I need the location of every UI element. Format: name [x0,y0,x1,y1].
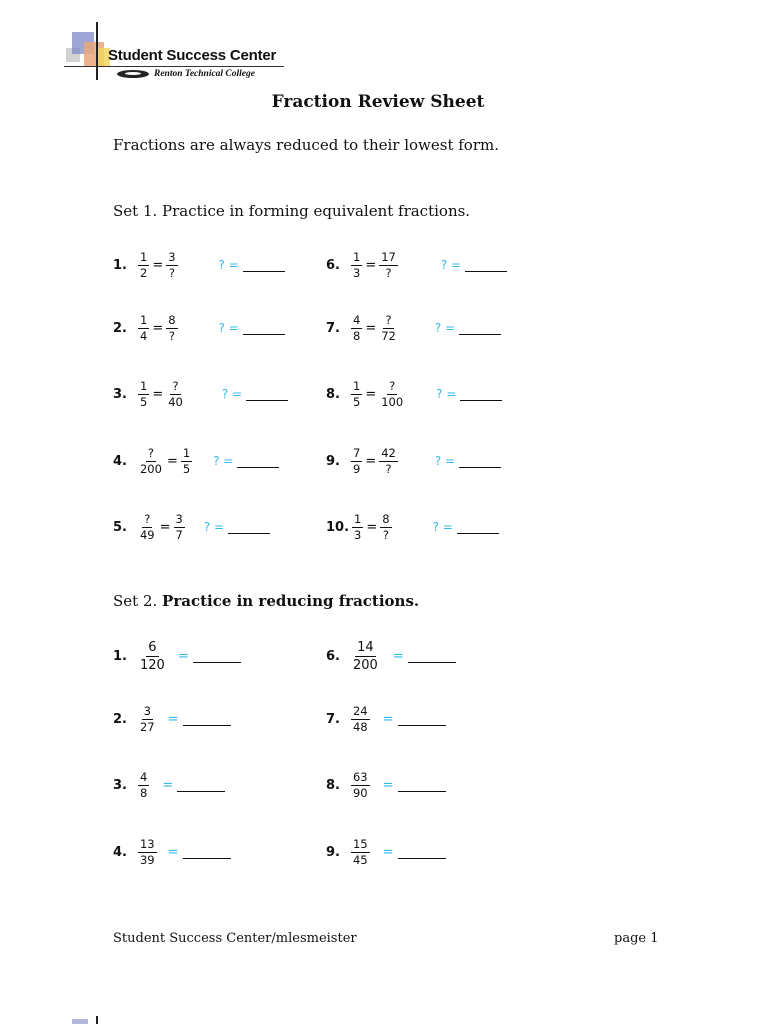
set1-problem-10: 10. $\frac{1}{3}$ = $\frac{8}{?}$ ? = [326,507,499,547]
page-number: page 1 [614,931,659,946]
set1-problem-5: 5. $\frac{?}{49}$ = $\frac{3}{7}$ ? = [113,507,270,547]
set1-problem-9: 9. $\frac{7}{9}$ = $\frac{42}{?}$ ? = [326,441,501,481]
answer-blank[interactable] [228,533,270,534]
answer-blank[interactable] [459,467,501,468]
set1-problem-8: 8. $\frac{1}{5}$ = $\frac{?}{100}$ ? = [326,374,502,414]
answer-blank[interactable] [237,467,279,468]
answer-blank[interactable] [398,791,446,792]
college-name: Renton Technical College [154,69,255,79]
footer-credit: Student Success Center/mlesmeister [113,931,357,946]
set2-problem-3: 3. $\frac{4}{8}$ = [113,765,225,805]
intro-text: Fractions are always reduced to their lowest form. [113,136,499,154]
answer-blank[interactable] [183,725,231,726]
set2-problem-7: 7. $\frac{24}{48}$ = [326,699,446,739]
answer-blank[interactable] [177,791,225,792]
answer-blank[interactable] [465,271,507,272]
answer-blank[interactable] [398,858,446,859]
set2-problem-1: 1. $\frac{6}{120}$ = [113,636,241,676]
set1-problem-2: 2. $\frac{1}{4}$ = $\frac{8}{?}$ ? = [113,308,285,348]
set2-problem-6: 6. $\frac{14}{200}$ = [326,636,456,676]
set1-problem-1: 1. $\frac{1}{2}$ = $\frac{3}{?}$ ? = [113,245,285,285]
set1-problem-7: 7. $\frac{4}{8}$ = $\frac{?}{72}$ ? = [326,308,501,348]
org-name: Student Success Center [108,47,277,64]
set2-problem-9: 9. $\frac{15}{45}$ = [326,832,446,872]
set1-heading: Set 1. Practice in forming equivalent fractions. [113,202,471,220]
answer-blank[interactable] [246,400,288,401]
page-title: Fraction Review Sheet [271,92,485,112]
answer-blank[interactable] [183,858,231,859]
answer-blank[interactable] [460,400,502,401]
set2-problem-4: 4. $\frac{13}{39}$ = [113,832,231,872]
next-page-logo-icon [70,1016,100,1024]
logo [62,22,292,82]
answer-blank[interactable] [457,533,499,534]
set2-problem-2: 2. $\frac{3}{27}$ = [113,699,231,739]
answer-blank[interactable] [243,271,285,272]
answer-blank[interactable] [193,662,241,663]
set1-problem-6: 6. $\frac{1}{3}$ = $\frac{17}{?}$ ? = [326,245,507,285]
set1-problem-3: 3. $\frac{1}{5}$ = $\frac{?}{40}$ ? = [113,374,288,414]
college-emblem-icon [117,70,149,78]
set2-heading: Set 2. Practice in reducing fractions. [113,592,420,610]
set1-problem-4: 4. $\frac{?}{200}$ = $\frac{1}{5}$ ? = [113,441,279,481]
answer-blank[interactable] [408,662,456,663]
answer-blank[interactable] [398,725,446,726]
set2-problem-8: 8. $\frac{63}{90}$ = [326,765,446,805]
answer-blank[interactable] [243,334,285,335]
answer-blank[interactable] [459,334,501,335]
